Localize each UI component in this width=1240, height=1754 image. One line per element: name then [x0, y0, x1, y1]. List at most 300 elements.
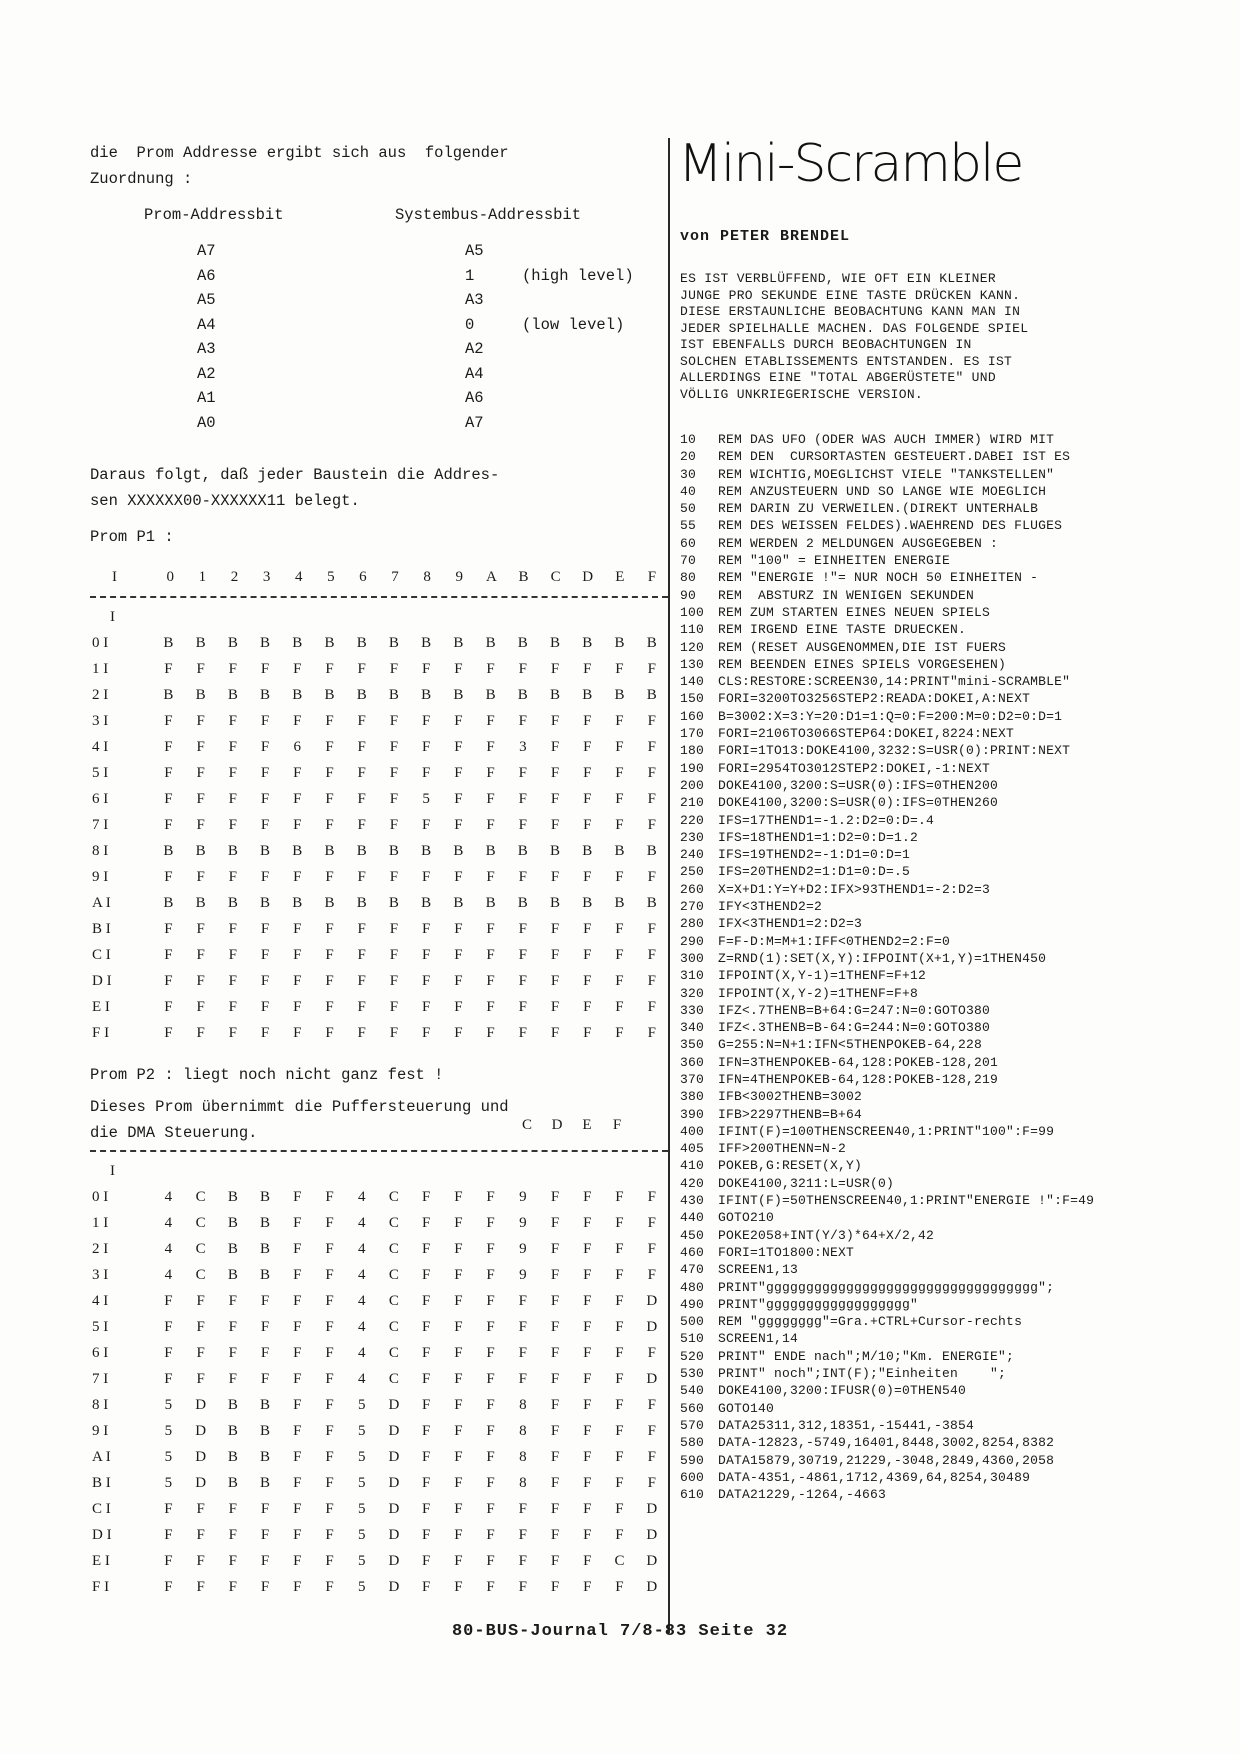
- prom-bit: A2: [197, 364, 216, 383]
- table-cell: F: [325, 1240, 334, 1257]
- table-cell: F: [518, 1024, 527, 1041]
- table-cell: F: [293, 972, 302, 989]
- table-cell: B: [582, 842, 593, 859]
- mapping-row: [90, 414, 668, 439]
- line-number: 290: [680, 933, 705, 949]
- table-cell: B: [260, 1188, 271, 1205]
- p1-row: [90, 916, 668, 942]
- table-cell: F: [518, 946, 527, 963]
- table-cell: F: [518, 1344, 527, 1361]
- table-cell: F: [228, 1500, 238, 1517]
- table-cell: F: [550, 1266, 560, 1283]
- table-cell: B: [646, 842, 657, 859]
- table-cell: F: [421, 1578, 431, 1595]
- line-code: POKE2058+INT(Y/3)*64+X/2,42: [710, 1227, 935, 1243]
- p2-row: [90, 1522, 668, 1548]
- systembus-bit: A6: [465, 389, 484, 407]
- listing-line: [680, 639, 1198, 656]
- mapping-header: [90, 206, 668, 230]
- table-cell: F: [260, 1526, 270, 1543]
- line-number: 510: [680, 1331, 705, 1347]
- table-cell: F: [325, 1188, 334, 1205]
- line-code: REM DAS UFO (ODER WAS AUCH IMMER) WIRD MIT: [710, 432, 1055, 447]
- table-cell: F: [583, 660, 592, 677]
- line-code: IFINT(F)=100THENSCREEN40,1:PRINT"100":F=99: [710, 1123, 1055, 1139]
- table-cell: F: [389, 1024, 399, 1041]
- line-code: FORI=2106TO3066STEP64:DOKEI,8224:NEXT: [710, 726, 1015, 742]
- table-cell: F: [454, 660, 463, 677]
- line-number: 30: [680, 466, 697, 482]
- table-cell: F: [518, 1370, 527, 1387]
- table-cell: F: [421, 1344, 431, 1361]
- line-code: IFINT(F)=50THENSCREEN40,1:PRINT"ENERGIE !":F=49: [710, 1193, 1095, 1209]
- table-cell: F: [550, 712, 560, 729]
- line-number: 200: [680, 777, 705, 793]
- table-cell: F: [357, 790, 366, 807]
- table-cell: B: [517, 842, 528, 859]
- table-cell: F: [325, 1578, 334, 1595]
- table-cell: B: [614, 686, 625, 703]
- spacer: [539, 1158, 571, 1184]
- row-label: 9 I: [92, 1422, 109, 1439]
- spacer: [346, 1158, 378, 1184]
- row-label: 6 I: [92, 1344, 109, 1361]
- table-cell: F: [260, 816, 270, 833]
- table-cell: F: [454, 1318, 463, 1335]
- table-cell: B: [163, 842, 174, 859]
- table-cell: F: [196, 946, 205, 963]
- table-cell: F: [454, 738, 463, 755]
- table-cell: F: [325, 868, 334, 885]
- line-number: 610: [680, 1487, 705, 1503]
- table-cell: F: [615, 1422, 624, 1439]
- table-cell: F: [615, 1188, 624, 1205]
- table-cell: F: [486, 868, 495, 885]
- spacer: [378, 1158, 410, 1184]
- table-cell: B: [485, 894, 496, 911]
- line-code: IFN=3THENPOKEB-64,128:POKEB-128,201: [710, 1054, 999, 1070]
- table-cell: 5: [422, 790, 430, 807]
- table-cell: F: [550, 790, 560, 807]
- table-cell: 9: [519, 1214, 527, 1231]
- systembus-bit: A2: [465, 340, 484, 358]
- table-cell: F: [454, 1500, 463, 1517]
- table-cell: F: [164, 1370, 173, 1387]
- table-cell: F: [164, 790, 173, 807]
- table-cell: B: [517, 686, 528, 703]
- p1-row: [90, 890, 668, 916]
- table-cell: B: [356, 842, 367, 859]
- table-cell: F: [615, 1474, 624, 1491]
- table-cell: F: [454, 972, 463, 989]
- table-cell: F: [196, 972, 205, 989]
- table-cell: F: [357, 1024, 366, 1041]
- line-number: 570: [680, 1417, 705, 1433]
- table-cell: F: [260, 1370, 270, 1387]
- address-mapping: [90, 242, 668, 438]
- table-cell: F: [550, 1500, 560, 1517]
- row-label: 6 I: [92, 790, 109, 807]
- table-cell: F: [389, 738, 399, 755]
- table-cell: F: [196, 660, 205, 677]
- table-cell: D: [646, 1370, 658, 1387]
- table-cell: 5: [357, 1526, 366, 1543]
- table-cell: F: [164, 1292, 173, 1309]
- line-number: 580: [680, 1435, 705, 1451]
- column-header: 1: [198, 568, 207, 585]
- table-cell: F: [550, 1474, 560, 1491]
- mapping-row: [90, 365, 668, 390]
- table-cell: F: [260, 972, 270, 989]
- table-cell: F: [550, 1292, 560, 1309]
- table-cell: C: [388, 1292, 399, 1309]
- table-cell: F: [421, 1318, 431, 1335]
- row-label: 0 I: [92, 1188, 109, 1205]
- line-number: 160: [680, 708, 705, 724]
- table-cell: F: [583, 868, 592, 885]
- table-cell: F: [615, 1024, 624, 1041]
- table-cell: B: [453, 634, 464, 651]
- spacer: [217, 1158, 249, 1184]
- table-cell: B: [163, 634, 174, 651]
- listing-line: [680, 1140, 1198, 1157]
- table-cell: F: [421, 712, 431, 729]
- table-cell: F: [518, 764, 527, 781]
- divider: [90, 596, 668, 598]
- listing-line: [680, 517, 1198, 534]
- table-cell: F: [421, 946, 431, 963]
- line-code: FORI=1TO1800:NEXT: [710, 1244, 855, 1260]
- column-divider: [668, 138, 670, 1633]
- systembus-addressbit-heading: Systembus-Addressbit: [395, 206, 582, 224]
- spacer: [410, 604, 442, 630]
- table-cell: F: [647, 790, 656, 807]
- line-code: GOTO140: [710, 1400, 775, 1416]
- table-cell: F: [454, 1526, 463, 1543]
- table-cell: F: [583, 1344, 592, 1361]
- spacer: [185, 1158, 217, 1184]
- p2-row: [90, 1444, 668, 1470]
- table-cell: F: [325, 816, 334, 833]
- column-header: B: [518, 568, 529, 585]
- table-cell: B: [646, 894, 657, 911]
- spacer: [217, 604, 249, 630]
- table-cell: F: [228, 920, 238, 937]
- table-cell: F: [454, 764, 463, 781]
- table-cell: F: [421, 1266, 431, 1283]
- prom-bit: A0: [197, 413, 216, 432]
- line-code: FORI=1TO13:DOKE4100,3232:S=USR(0):PRINT:NEXT: [710, 743, 1071, 759]
- table-cell: F: [550, 1422, 560, 1439]
- table-cell: F: [357, 946, 366, 963]
- line-code: IFX<3THEND1=2:D2=3: [710, 916, 863, 932]
- table-cell: F: [325, 920, 334, 937]
- row-label: 5 I: [92, 764, 109, 781]
- table-cell: F: [518, 998, 527, 1015]
- table-cell: C: [388, 1318, 399, 1335]
- prom-bit: A3: [197, 340, 216, 358]
- table-cell: F: [421, 1240, 431, 1257]
- table-cell: F: [454, 1024, 463, 1041]
- p2-row: [90, 1210, 668, 1236]
- table-cell: F: [583, 1024, 592, 1041]
- table-cell: F: [260, 1578, 270, 1595]
- spacer: [152, 1158, 184, 1184]
- table-cell: F: [583, 1266, 592, 1283]
- table-cell: F: [583, 1240, 592, 1257]
- table-cell: 4: [357, 1266, 366, 1283]
- table-cell: F: [325, 1448, 334, 1465]
- table-cell: F: [550, 816, 560, 833]
- table-cell: B: [163, 894, 174, 911]
- line-code: X=X+D1:Y=Y+D2:IFX>93THEND1=-2:D2=3: [710, 881, 991, 897]
- table-cell: F: [550, 1370, 560, 1387]
- table-cell: D: [388, 1552, 400, 1569]
- listing-line: [680, 829, 1198, 846]
- table-cell: F: [293, 1526, 302, 1543]
- line-code: IFPOINT(X,Y-1)=1THENF=F+12: [710, 968, 927, 984]
- table-cell: 5: [357, 1500, 366, 1517]
- table-cell: F: [583, 1188, 592, 1205]
- row-label: 3 I: [92, 712, 109, 729]
- p2-row: [90, 1236, 668, 1262]
- table-cell: 5: [164, 1422, 173, 1439]
- row-label: 0 I: [92, 634, 109, 651]
- table-cell: F: [550, 1214, 560, 1231]
- line-number: 590: [680, 1452, 705, 1468]
- table-cell: F: [518, 1500, 527, 1517]
- table-cell: 5: [357, 1552, 366, 1569]
- article-title: Mini-Scramble: [678, 134, 1023, 194]
- table-cell: F: [228, 1318, 238, 1335]
- table-cell: F: [164, 1500, 173, 1517]
- table-cell: B: [646, 686, 657, 703]
- table-cell: F: [421, 1370, 431, 1387]
- table-cell: F: [228, 998, 238, 1015]
- table-cell: F: [164, 998, 173, 1015]
- line-number: 190: [680, 760, 705, 776]
- table-cell: F: [421, 1448, 431, 1465]
- prom-bit: A4: [197, 315, 216, 334]
- table-cell: B: [227, 1266, 238, 1283]
- table-cell: F: [389, 816, 399, 833]
- p2-row: [90, 1574, 668, 1600]
- table-cell: F: [260, 1344, 270, 1361]
- column-header: D: [582, 568, 594, 585]
- column-header: D: [551, 1117, 563, 1133]
- spacer: [474, 1158, 506, 1184]
- systembus-bit: 0: [465, 315, 475, 334]
- table-cell: F: [647, 972, 656, 989]
- line-number: 405: [680, 1141, 705, 1157]
- table-cell: F: [325, 1474, 334, 1491]
- table-cell: F: [325, 1370, 334, 1387]
- line-number: 60: [680, 535, 697, 551]
- table-cell: F: [615, 972, 624, 989]
- table-cell: F: [454, 946, 463, 963]
- listing-line: [680, 950, 1198, 967]
- table-cell: F: [486, 1474, 495, 1491]
- table-cell: F: [196, 1552, 205, 1569]
- line-number: 210: [680, 795, 705, 811]
- table-cell: F: [389, 972, 399, 989]
- author-line: von PETER BRENDEL: [680, 228, 851, 245]
- table-cell: F: [357, 738, 366, 755]
- table-cell: F: [421, 1292, 431, 1309]
- table-cell: F: [454, 1448, 463, 1465]
- table-cell: F: [583, 1474, 592, 1491]
- table-cell: B: [227, 1474, 238, 1491]
- table-cell: F: [164, 1578, 173, 1595]
- table-cell: F: [228, 1370, 238, 1387]
- column-header: 6: [359, 568, 367, 585]
- table-cell: F: [325, 1344, 334, 1361]
- table-cell: F: [196, 738, 205, 755]
- table-cell: F: [615, 868, 624, 885]
- table-cell: D: [195, 1422, 207, 1439]
- table-cell: F: [164, 816, 173, 833]
- table-cell: F: [647, 1214, 656, 1231]
- line-number: 90: [680, 587, 697, 603]
- table-cell: F: [293, 1578, 302, 1595]
- row-label: B I: [92, 920, 111, 937]
- table-cell: F: [421, 1474, 431, 1491]
- line-number: 340: [680, 1020, 705, 1036]
- table-cell: B: [582, 894, 593, 911]
- spacer: [603, 1158, 635, 1184]
- table-cell: F: [293, 946, 302, 963]
- table-cell: F: [260, 998, 270, 1015]
- listing-line: [680, 933, 1198, 950]
- table-cell: F: [615, 1214, 624, 1231]
- table-cell: B: [260, 842, 271, 859]
- row-label: E I: [92, 998, 110, 1015]
- line-number: 20: [680, 449, 697, 465]
- table-cell: F: [454, 1474, 463, 1491]
- table-cell: F: [550, 764, 560, 781]
- p2-row: [90, 1314, 668, 1340]
- line-code: DATA21229,-1264,-4663: [710, 1487, 887, 1503]
- table-cell: C: [388, 1188, 399, 1205]
- table-cell: F: [583, 764, 592, 781]
- table-cell: B: [421, 634, 432, 651]
- table-cell: F: [486, 1396, 495, 1413]
- table-cell: F: [325, 1500, 334, 1517]
- left-column: [90, 140, 668, 1600]
- table-cell: F: [550, 1578, 560, 1595]
- table-cell: 4: [357, 1370, 366, 1387]
- table-cell: F: [389, 920, 399, 937]
- table-cell: B: [421, 686, 432, 703]
- table-cell: 5: [357, 1396, 366, 1413]
- line-number: 360: [680, 1054, 705, 1070]
- table-cell: F: [583, 1552, 592, 1569]
- table-cell: F: [357, 712, 366, 729]
- table-cell: 4: [164, 1240, 173, 1257]
- table-cell: B: [614, 842, 625, 859]
- table-cell: F: [293, 1344, 302, 1361]
- p1-row: [90, 994, 668, 1020]
- line-code: REM "gggggggg"=Gra.+CTRL+Cursor-rechts: [710, 1314, 1023, 1330]
- article-intro: ES IST VERBLÜFFEND, WIE OFT EIN KLEINER JUNGE PRO SEKUNDE EINE TASTE DRÜCKEN KANN. DIESE ERSTAUNLICHE BEOBACHTUNG KANN MAN IN JEDER SPIELHALLE MACHEN. DAS FOLGENDE SPIEL IST EBENFALLS DURCH BEOBACHTUNGEN IN SOLCHEN ETABLISSEMENTS ENTSTANDEN. ES IST ALLERDINGS EINE "TOTAL ABGERÜSTETE" UND VÖLLIG UNKRIEGERISCHE VERSION.: [680, 271, 1029, 402]
- table-cell: F: [550, 972, 560, 989]
- listing-line: [680, 760, 1198, 777]
- table-cell: B: [324, 634, 335, 651]
- table-cell: B: [227, 1240, 238, 1257]
- row-label: A I: [92, 894, 111, 911]
- table-cell: F: [260, 712, 270, 729]
- line-number: 430: [680, 1193, 705, 1209]
- table-cell: F: [325, 764, 334, 781]
- table-cell: B: [453, 842, 464, 859]
- p2-row: [90, 1288, 668, 1314]
- table-cell: F: [615, 1526, 624, 1543]
- line-number: 100: [680, 604, 705, 620]
- line-number: 410: [680, 1158, 705, 1174]
- table-cell: F: [647, 1344, 656, 1361]
- table-cell: D: [646, 1500, 658, 1517]
- table-cell: F: [228, 738, 238, 755]
- listing-line: [680, 604, 1198, 621]
- line-number: 260: [680, 881, 705, 897]
- table-cell: F: [325, 738, 334, 755]
- row-label: E I: [92, 1552, 110, 1569]
- table-cell: F: [164, 946, 173, 963]
- line-code: DATA25311,312,18351,-15441,-3854: [710, 1417, 975, 1433]
- line-code: PRINT" noch";INT(F);"Einheiten ";: [710, 1366, 1007, 1382]
- table-cell: F: [550, 1448, 560, 1465]
- line-number: 560: [680, 1400, 705, 1416]
- table-cell: B: [195, 634, 206, 651]
- line-number: 540: [680, 1383, 705, 1399]
- table-cell: 4: [357, 1214, 366, 1231]
- table-cell: F: [518, 1292, 527, 1309]
- line-code: REM DEN CURSORTASTEN GESTEUERT.DABEI IST ES: [710, 449, 1071, 465]
- table-cell: B: [324, 686, 335, 703]
- table-cell: F: [260, 1318, 270, 1335]
- line-code: REM "100" = EINHEITEN ENERGIE: [710, 553, 951, 569]
- table-cell: F: [486, 1266, 495, 1283]
- systembus-bit: 1: [465, 266, 475, 285]
- line-number: 110: [680, 622, 705, 638]
- table-cell: F: [421, 868, 431, 885]
- line-number: 480: [680, 1279, 705, 1295]
- systembus-bit: A3: [465, 291, 484, 309]
- table-cell: F: [325, 998, 334, 1015]
- listing-line: [680, 1469, 1198, 1486]
- table-cell: B: [614, 894, 625, 911]
- table-cell: F: [583, 972, 592, 989]
- table-cell: F: [615, 946, 624, 963]
- table-cell: F: [583, 998, 592, 1015]
- table-cell: F: [550, 946, 560, 963]
- row-label: 1 I: [92, 660, 109, 677]
- table-cell: B: [550, 634, 561, 651]
- line-code: IFS=18THEND1=1:D2=0:D=1.2: [710, 829, 919, 845]
- table-cell: 5: [357, 1422, 366, 1439]
- table-cell: B: [227, 842, 238, 859]
- table-cell: F: [196, 1526, 205, 1543]
- table-cell: F: [293, 1396, 302, 1413]
- p1-row: [90, 1020, 668, 1046]
- table-cell: F: [325, 1214, 334, 1231]
- table-cell: B: [292, 686, 303, 703]
- mapping-row: [90, 267, 668, 292]
- table-cell: F: [486, 1526, 495, 1543]
- line-code: DATA-12823,-5749,16401,8448,3002,8254,8382: [710, 1435, 1055, 1451]
- line-number: 220: [680, 812, 705, 828]
- table-cell: B: [356, 634, 367, 651]
